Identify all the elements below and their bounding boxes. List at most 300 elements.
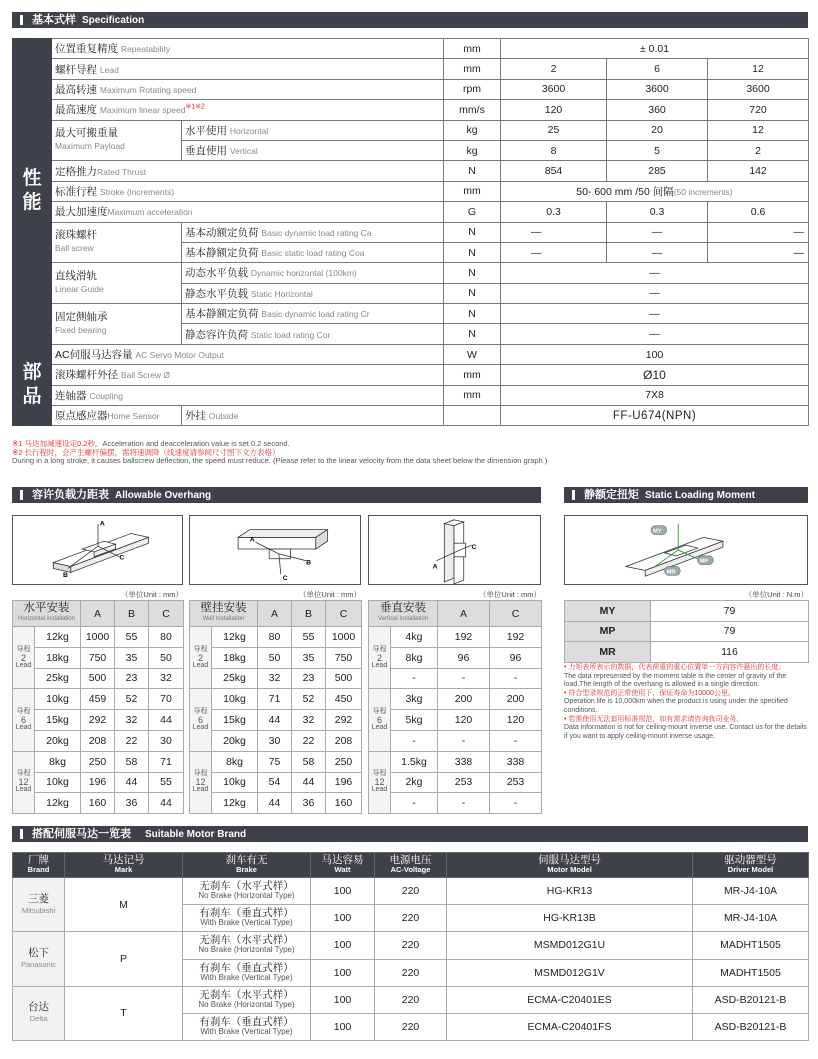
- text-label: Delta: [29, 1014, 48, 1024]
- moment-table: [564, 600, 809, 663]
- table-cell: 100: [311, 878, 375, 905]
- text-label: 有刹车（垂直式样）: [199, 961, 294, 974]
- text-label: AC-Voltage: [390, 865, 431, 874]
- table-cell: kg: [444, 140, 501, 160]
- table-cell: 3600: [607, 79, 708, 99]
- table-cell: 208: [81, 730, 115, 751]
- table-cell: 96: [490, 647, 542, 668]
- text-label: Repeatability: [120, 44, 171, 55]
- text-label: 最大可搬重量: [55, 127, 118, 140]
- text-label: 水平安装: [23, 601, 70, 614]
- motor-row: [13, 986, 809, 1013]
- table-cell: -: [490, 668, 542, 689]
- table-cell: 220: [375, 932, 447, 959]
- text-label: 基本动额定负荷: [185, 226, 259, 239]
- table-row: [13, 689, 184, 710]
- table-cell: —: [708, 242, 809, 262]
- table-row: [190, 710, 362, 731]
- table-cell: —: [501, 324, 809, 344]
- axis-label-b: B: [63, 572, 68, 580]
- table-cell: M: [65, 878, 183, 932]
- table-cell: 196: [326, 772, 362, 793]
- table-cell: 58: [292, 751, 326, 772]
- table-cell: —: [501, 242, 607, 262]
- table-cell: MADHT1505: [693, 932, 809, 959]
- table-cell: 10kg: [212, 772, 258, 793]
- table-cell: 100: [501, 344, 809, 364]
- table-cell: 720: [708, 100, 809, 120]
- table-cell: 220: [375, 905, 447, 932]
- table-cell: [182, 263, 444, 283]
- text-label: Brake: [236, 865, 257, 874]
- table-cell: [182, 283, 444, 303]
- table-cell: mm: [444, 385, 501, 405]
- table-cell: 8kg: [391, 647, 438, 668]
- table-cell: [65, 853, 183, 878]
- table-cell: 6: [607, 59, 708, 79]
- table-row: [190, 668, 362, 689]
- text-label: ※1※2: [185, 103, 205, 111]
- text-label: Operation life is 10,000km when the product is using under the specified conditions.: [564, 698, 788, 714]
- text-label: 静态容许负荷: [185, 328, 248, 341]
- table-cell: 196: [81, 772, 115, 793]
- table-cell: [311, 853, 375, 878]
- table-cell: 120: [490, 710, 542, 731]
- text-label: 基本静额定负荷: [185, 247, 259, 260]
- table-cell: 338: [438, 751, 490, 772]
- text-label: Vertical Installation: [377, 615, 429, 622]
- moment-diagram: [564, 515, 808, 585]
- table-cell: 58: [115, 751, 149, 772]
- text-label: 连轴器: [55, 389, 87, 402]
- table-cell: 1000: [81, 627, 115, 648]
- table-cell: 250: [81, 751, 115, 772]
- table-cell: [501, 181, 809, 201]
- text-label: Maximum linear speed: [99, 105, 186, 116]
- table-cell: [183, 853, 311, 878]
- text-label: 电源电压: [389, 854, 432, 866]
- axis-label-c: C: [471, 544, 477, 552]
- table-cell: 12kg: [35, 627, 81, 648]
- table-row: [369, 793, 542, 814]
- table-cell: HG-KR13: [447, 878, 693, 905]
- table-cell: 79: [651, 601, 809, 622]
- table-cell: 450: [326, 689, 362, 710]
- table-cell: 44: [258, 793, 292, 814]
- text-label: 厂牌: [28, 854, 49, 866]
- spec-row-rotating-speed: [13, 79, 809, 99]
- table-cell: A: [258, 601, 292, 627]
- table-row: [13, 730, 184, 751]
- text-label: 标准行程: [55, 185, 97, 198]
- table-row: [13, 853, 809, 878]
- table-row: [190, 772, 362, 793]
- text-label: (50 increments): [673, 186, 733, 197]
- table-cell: 4kg: [391, 627, 438, 648]
- table-cell: 导程 6 Lead: [190, 689, 212, 751]
- table-row: [190, 730, 362, 751]
- table-cell: 导程 2 Lead: [190, 627, 212, 689]
- table-cell: 100: [311, 932, 375, 959]
- table-cell: 10kg: [35, 772, 81, 793]
- table-cell: 20kg: [212, 730, 258, 751]
- table-cell: [13, 853, 65, 878]
- table-cell: 142: [708, 161, 809, 181]
- table-cell: 2: [708, 140, 809, 160]
- table-row: [13, 772, 184, 793]
- table-cell: 44: [115, 772, 149, 793]
- text-label: [20, 15, 23, 25]
- axis-label-b: B: [306, 559, 312, 567]
- table-cell: 220: [375, 959, 447, 986]
- axis-label-a: A: [432, 563, 438, 571]
- table-row: [190, 601, 362, 627]
- table-cell: 80: [258, 627, 292, 648]
- text-label: Data information is not for ceiling-mount inverse use. Contact us for the details if you want to apply ceiling-mount inverse usage.: [564, 724, 807, 740]
- table-cell: 1000: [326, 627, 362, 648]
- table-cell: 192: [438, 627, 490, 648]
- table-cell: ECMA-C20401FS: [447, 1013, 693, 1040]
- table-cell: 7X8: [501, 385, 809, 405]
- text-label: Mitsubishi: [21, 905, 56, 915]
- table-row: [369, 627, 542, 648]
- table-row: [13, 647, 184, 668]
- table-cell: MP: [565, 621, 651, 642]
- text-label: Rated Thrust: [97, 166, 146, 177]
- horizontal-overhang-table: [12, 600, 184, 814]
- table-cell: 253: [490, 772, 542, 793]
- note-2: ※2 长行程时，会产生螺杆偏摆，需将速调降（线速度请参阅尺寸图下文方表格）: [12, 448, 280, 457]
- table-row: [565, 601, 809, 622]
- text-label: 刹车有无: [225, 854, 268, 866]
- table-cell: 500: [81, 668, 115, 689]
- spec-row-screw-diameter: [13, 365, 809, 385]
- table-cell: 12kg: [35, 793, 81, 814]
- table-cell: N: [444, 242, 501, 262]
- table-cell: 116: [651, 642, 809, 663]
- table-cell: 12kg: [212, 793, 258, 814]
- table-cell: 3kg: [391, 689, 438, 710]
- text-label: 水平使用: [185, 124, 227, 137]
- table-cell: C: [326, 601, 362, 627]
- table-cell: 22: [115, 730, 149, 751]
- text-label: Brand: [27, 865, 50, 874]
- text-label: Maximum Rotating speed: [99, 84, 197, 95]
- table-cell: [182, 140, 444, 160]
- table-cell: [52, 161, 444, 181]
- text-label: 无刹车（水平式样）: [199, 880, 294, 893]
- axis-label-a: A: [99, 520, 105, 528]
- text-label: Stroke (increments): [99, 186, 175, 197]
- text-label: 最高速度: [55, 104, 97, 117]
- table-cell: 5: [607, 140, 708, 160]
- table-cell: MADHT1505: [693, 959, 809, 986]
- table-cell: 20kg: [35, 730, 81, 751]
- moment-notes: [564, 664, 808, 741]
- text-label: Maximum acceleration: [107, 207, 193, 218]
- text-label: 滚珠螺杆外径: [55, 369, 118, 382]
- table-cell: [444, 406, 501, 426]
- table-cell: [52, 344, 444, 364]
- table-cell: [13, 878, 65, 932]
- table-cell: HG-KR13B: [447, 905, 693, 932]
- table-cell: [52, 59, 444, 79]
- table-cell: —: [501, 304, 809, 324]
- text-label: 驱动器型号: [724, 854, 777, 866]
- category-performance: [13, 39, 52, 345]
- table-cell: 0.3: [501, 202, 607, 222]
- text-label: Vertical: [229, 146, 258, 157]
- table-cell: MR-J4-10A: [693, 878, 809, 905]
- spec-header: [12, 12, 808, 28]
- vertical-install-diagram: [368, 515, 541, 585]
- table-row: [190, 647, 362, 668]
- motor-header: [12, 826, 808, 842]
- text-label: 马达容易: [321, 854, 364, 866]
- table-cell: 18kg: [212, 647, 258, 668]
- text-label: 搭配伺服马达一览表: [32, 828, 131, 840]
- table-cell: N: [444, 222, 501, 242]
- table-cell: [183, 932, 311, 959]
- table-cell: 15kg: [212, 710, 258, 731]
- table-cell: 44: [258, 710, 292, 731]
- text-label: Dynamic horizontal (100km): [250, 268, 357, 279]
- table-cell: 0.6: [708, 202, 809, 222]
- table-cell: 32: [149, 668, 184, 689]
- text-label: 部品: [22, 362, 42, 408]
- table-cell: 导程 6 Lead: [13, 689, 35, 751]
- table-cell: [375, 853, 447, 878]
- table-cell: 71: [258, 689, 292, 710]
- table-cell: 35: [115, 647, 149, 668]
- table-cell: [52, 79, 444, 99]
- text-label: 滚珠螺杆: [55, 229, 97, 242]
- table-cell: —: [501, 283, 809, 303]
- table-row: [190, 627, 362, 648]
- table-cell: 200: [438, 689, 490, 710]
- text-label: With Brake (Vertical Type): [200, 1027, 293, 1037]
- spec-row-bearing-dynamic: [13, 304, 809, 324]
- table-cell: [183, 959, 311, 986]
- table-cell: 250: [326, 751, 362, 772]
- text-label: 直线滑轨: [55, 270, 97, 283]
- text-label: 最大加速度: [55, 206, 108, 219]
- table-cell: 导程 12 Lead: [369, 751, 391, 813]
- table-cell: [182, 242, 444, 262]
- table-cell: 44: [292, 772, 326, 793]
- table-cell: 导程 2 Lead: [369, 627, 391, 689]
- text-label: 定格推力: [55, 165, 97, 178]
- table-row: [369, 601, 542, 627]
- text-label: 螺杆导程: [55, 63, 97, 76]
- text-label: Horizontal installation: [17, 615, 76, 622]
- table-cell: W: [444, 344, 501, 364]
- spec-row-ballscrew-dynamic: [13, 222, 809, 242]
- text-label: 基本静额定负荷: [185, 308, 259, 321]
- table-row: [565, 642, 809, 663]
- table-row: [369, 689, 542, 710]
- table-cell: 192: [490, 627, 542, 648]
- table-cell: 75: [258, 751, 292, 772]
- table-cell: [182, 406, 444, 426]
- table-cell: 120: [501, 100, 607, 120]
- table-cell: 80: [149, 627, 184, 648]
- table-cell: 338: [490, 751, 542, 772]
- table-cell: 35: [292, 647, 326, 668]
- table-cell: 44: [149, 793, 184, 814]
- text-label: Horizontal: [229, 125, 269, 136]
- text-label: AC Servo Motor Output: [135, 350, 224, 361]
- table-row: [13, 627, 184, 648]
- table-cell: 854: [501, 161, 607, 181]
- table-cell: 30: [149, 730, 184, 751]
- moment-label-mp: MP: [699, 558, 709, 565]
- table-cell: 44: [149, 710, 184, 731]
- table-cell: 12: [708, 59, 809, 79]
- table-cell: 750: [326, 647, 362, 668]
- table-cell: 100: [311, 959, 375, 986]
- text-label: 松下: [28, 947, 49, 960]
- table-cell: 25kg: [35, 668, 81, 689]
- table-cell: 15kg: [35, 710, 81, 731]
- text-label: Home Sensor: [107, 411, 160, 422]
- text-label: Basic static load rating Coa: [261, 248, 365, 259]
- table-cell: FF-U674(NPN): [501, 406, 809, 426]
- table-cell: [183, 878, 311, 905]
- table-cell: [52, 263, 182, 304]
- table-cell: 25: [501, 120, 607, 140]
- axis-label-a: A: [249, 536, 255, 544]
- table-cell: 23: [292, 668, 326, 689]
- axis-label-c: C: [119, 554, 125, 562]
- text-label: • 若需使用无法套用标准规范，如有需求请咨询我司业务。: [564, 715, 744, 723]
- table-row: [565, 621, 809, 642]
- table-cell: 220: [375, 1013, 447, 1040]
- table-cell: 导程 6 Lead: [369, 689, 391, 751]
- table-cell: 32: [292, 710, 326, 731]
- table-cell: mm: [444, 59, 501, 79]
- axis-label-c: C: [282, 575, 288, 583]
- table-cell: 50: [258, 647, 292, 668]
- table-row: [190, 751, 362, 772]
- text-label: 静态水平负载: [185, 287, 248, 300]
- text-label: Wall Installation: [202, 615, 245, 622]
- text-label: 最高转速: [55, 83, 97, 96]
- text-label: 位置重复精度: [55, 43, 118, 56]
- table-cell: 20: [607, 120, 708, 140]
- table-cell: [52, 39, 444, 59]
- table-cell: —: [607, 222, 708, 242]
- table-cell: 100: [311, 905, 375, 932]
- text-label: 固定侧轴承: [55, 310, 108, 323]
- table-cell: -: [438, 730, 490, 751]
- text-label: Watt: [334, 865, 351, 874]
- table-cell: -: [391, 730, 438, 751]
- table-cell: ± 0.01: [501, 39, 809, 59]
- text-label: • 符合型录规范的正常使用下，保证寿命为10000公里。: [564, 689, 735, 697]
- table-cell: A: [438, 601, 490, 627]
- text-label: Fixed bearing: [55, 324, 107, 335]
- table-cell: 8: [501, 140, 607, 160]
- table-cell: 导程 12 Lead: [13, 751, 35, 813]
- table-cell: 3600: [708, 79, 809, 99]
- motor-table: [12, 852, 809, 1041]
- moment-header: [564, 487, 808, 503]
- table-cell: T: [65, 986, 183, 1040]
- table-cell: C: [490, 601, 542, 627]
- table-cell: [183, 986, 311, 1013]
- note-2-en: During in a long stroke, it causes ballscrew deflection, the speed must reduce. (Please refer to the linear velocity from the data sheet below the dimension graph.): [12, 456, 548, 465]
- text-label: 容许负载力距表: [32, 489, 109, 501]
- text-label: Specification: [82, 15, 145, 26]
- table-cell: 8kg: [212, 751, 258, 772]
- text-label: Coupling: [89, 390, 123, 401]
- text-label: Ball Screw Ø: [120, 370, 171, 381]
- text-label: AC伺服马达容量: [55, 349, 133, 362]
- spec-row-linear-speed: [13, 100, 809, 120]
- table-cell: —: [607, 242, 708, 262]
- table-cell: 96: [438, 647, 490, 668]
- table-cell: ASD-B20121-B: [693, 986, 809, 1013]
- table-cell: ASD-B20121-B: [693, 1013, 809, 1040]
- text-label: Ball screw: [55, 243, 94, 254]
- table-row: [13, 601, 184, 627]
- table-cell: 52: [292, 689, 326, 710]
- table-cell: Ø10: [501, 365, 809, 385]
- text-label: 性能: [22, 168, 42, 214]
- table-cell: 70: [149, 689, 184, 710]
- table-cell: 253: [438, 772, 490, 793]
- table-cell: MR: [565, 642, 651, 663]
- table-row: [369, 647, 542, 668]
- table-cell: [369, 601, 438, 627]
- spec-table: [12, 38, 809, 426]
- table-cell: [13, 601, 81, 627]
- table-cell: 2: [501, 59, 607, 79]
- text-label: Linear Guide: [55, 284, 104, 295]
- spec-row-stroke: [13, 181, 809, 201]
- text-label: Basic dynamic load rating Cr: [261, 309, 370, 320]
- text-label: Motor Model: [547, 865, 592, 874]
- table-row: [369, 772, 542, 793]
- motor-row: [13, 878, 809, 905]
- table-cell: 55: [292, 627, 326, 648]
- table-cell: [52, 202, 444, 222]
- text-label: Lead: [99, 64, 119, 75]
- horizontal-install-diagram: [12, 515, 183, 585]
- moment-label-mr: MR: [666, 569, 676, 576]
- table-cell: ECMA-C20401ES: [447, 986, 693, 1013]
- table-cell: 18kg: [35, 647, 81, 668]
- table-cell: [13, 932, 65, 986]
- table-cell: MR-J4-10A: [693, 905, 809, 932]
- text-label: Acceleration and deacceleration value is set 0.2 second.: [102, 439, 290, 448]
- spec-row-motor-output: [13, 344, 809, 364]
- table-cell: [182, 222, 444, 242]
- table-cell: 导程 12 Lead: [190, 751, 212, 813]
- table-cell: 500: [326, 668, 362, 689]
- table-cell: mm/s: [444, 100, 501, 120]
- table-cell: 3600: [501, 79, 607, 99]
- table-cell: 36: [292, 793, 326, 814]
- text-label: Static Horizontal: [250, 288, 313, 299]
- table-cell: 120: [438, 710, 490, 731]
- table-cell: 208: [326, 730, 362, 751]
- table-cell: N: [444, 263, 501, 283]
- table-cell: 160: [326, 793, 362, 814]
- text-label: No Brake (Horizontal Type): [198, 945, 295, 955]
- text-label: ※1 马达加减速设定0.2秒。: [12, 439, 103, 448]
